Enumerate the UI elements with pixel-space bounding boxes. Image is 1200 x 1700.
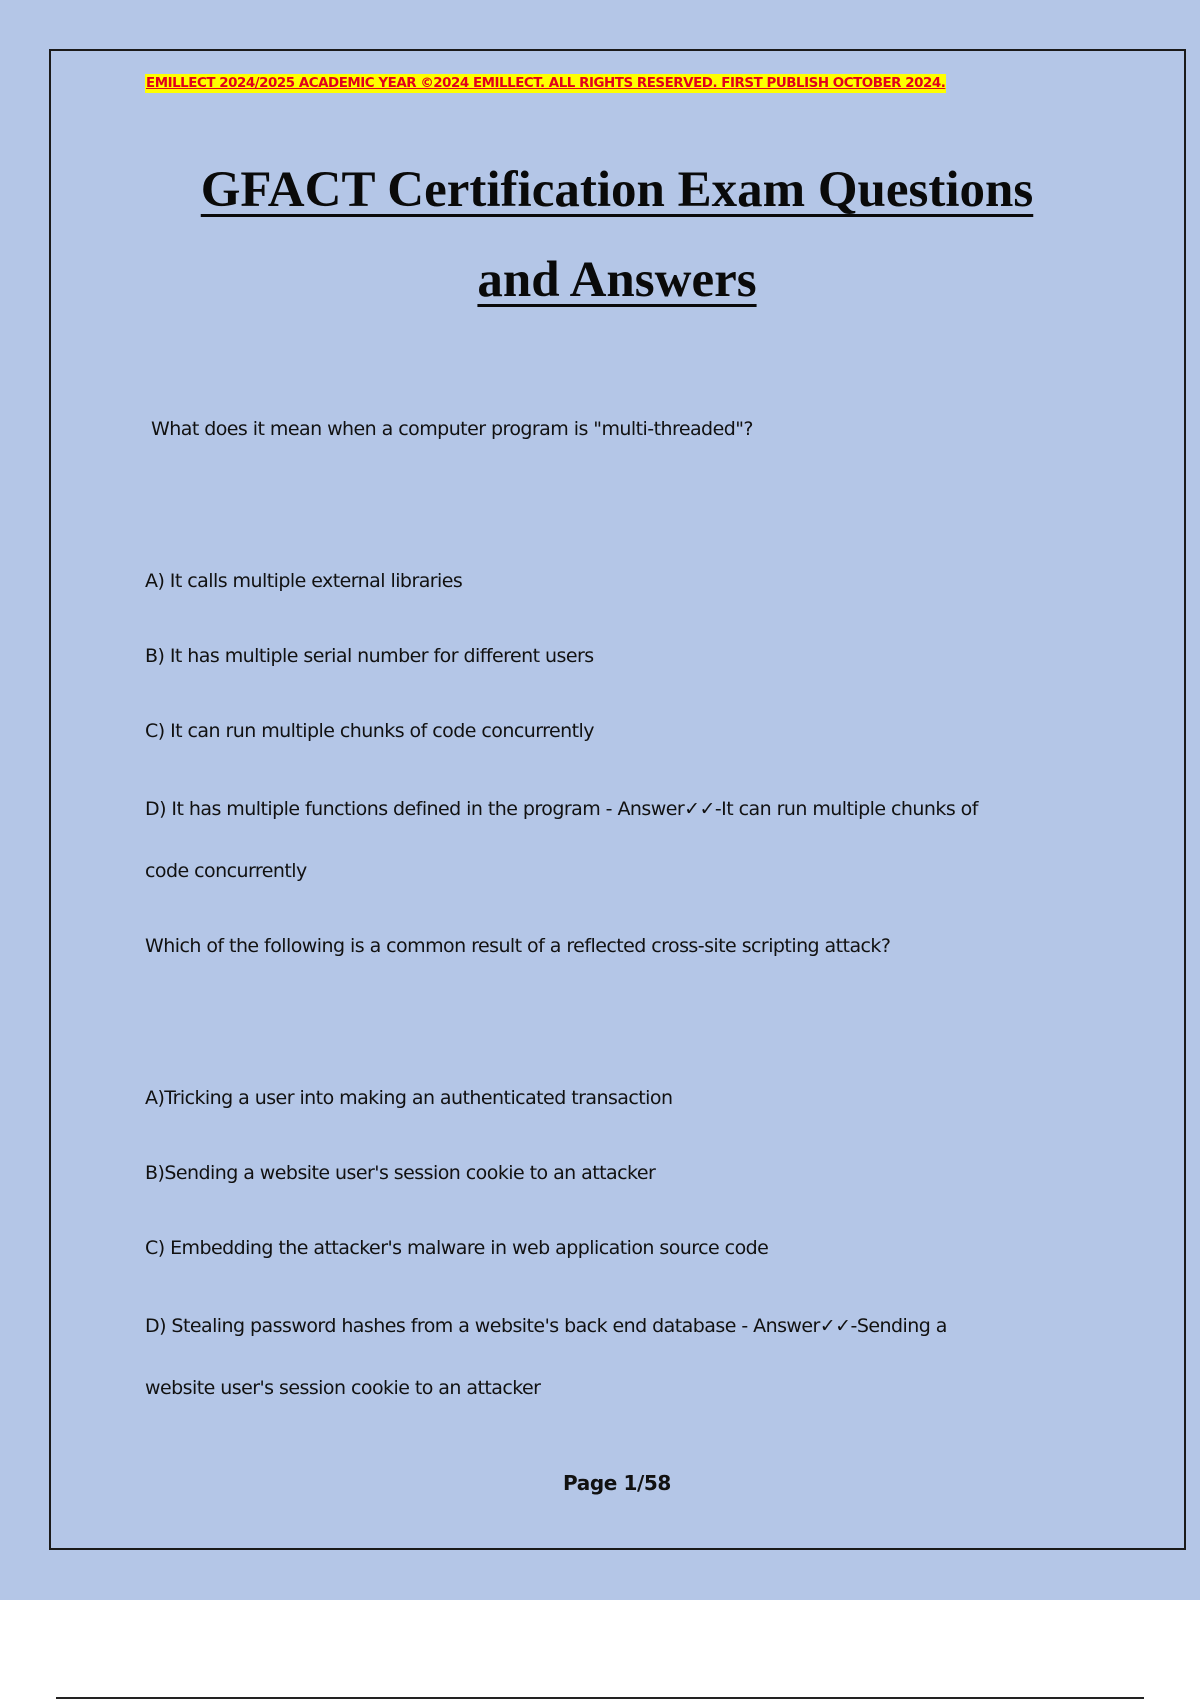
question-2-text: Which of the following is a common result of a reflected cross-site scripting attack? xyxy=(145,935,891,957)
document-title-line-1: GFACT Certification Exam Questions xyxy=(200,162,1034,218)
question-2-option-d: D) Stealing password hashes from a website's back end database - Answer✓✓-Sending a xyxy=(145,1315,947,1337)
next-page-divider xyxy=(56,1697,1144,1699)
question-2-option-b: B)Sending a website user's session cookie to an attacker xyxy=(145,1162,656,1184)
question-2-option-a: A)Tricking a user into making an authenticated transaction xyxy=(145,1087,673,1109)
question-1-option-a: A) It calls multiple external libraries xyxy=(145,570,463,592)
question-1-answer-continuation: code concurrently xyxy=(145,860,307,882)
question-1-option-d: D) It has multiple functions defined in the program - Answer✓✓-It can run multiple chunks of xyxy=(145,798,978,820)
question-1-text: What does it mean when a computer program is "multi-threaded"? xyxy=(151,418,753,440)
question-2-answer-continuation: website user's session cookie to an attacker xyxy=(145,1377,541,1399)
document-title-line-2: and Answers xyxy=(477,252,757,308)
page-number: Page 1/58 xyxy=(563,1471,671,1495)
copyright-banner: EMILLECT 2024/2025 ACADEMIC YEAR ©2024 EMILLECT. ALL RIGHTS RESERVED. FIRST PUBLISH OCTOBER 2024. xyxy=(146,76,946,91)
question-1-option-b: B) It has multiple serial number for different users xyxy=(145,645,594,667)
question-2-option-c: C) Embedding the attacker's malware in web application source code xyxy=(145,1237,769,1259)
question-1-option-c: C) It can run multiple chunks of code concurrently xyxy=(145,720,594,742)
